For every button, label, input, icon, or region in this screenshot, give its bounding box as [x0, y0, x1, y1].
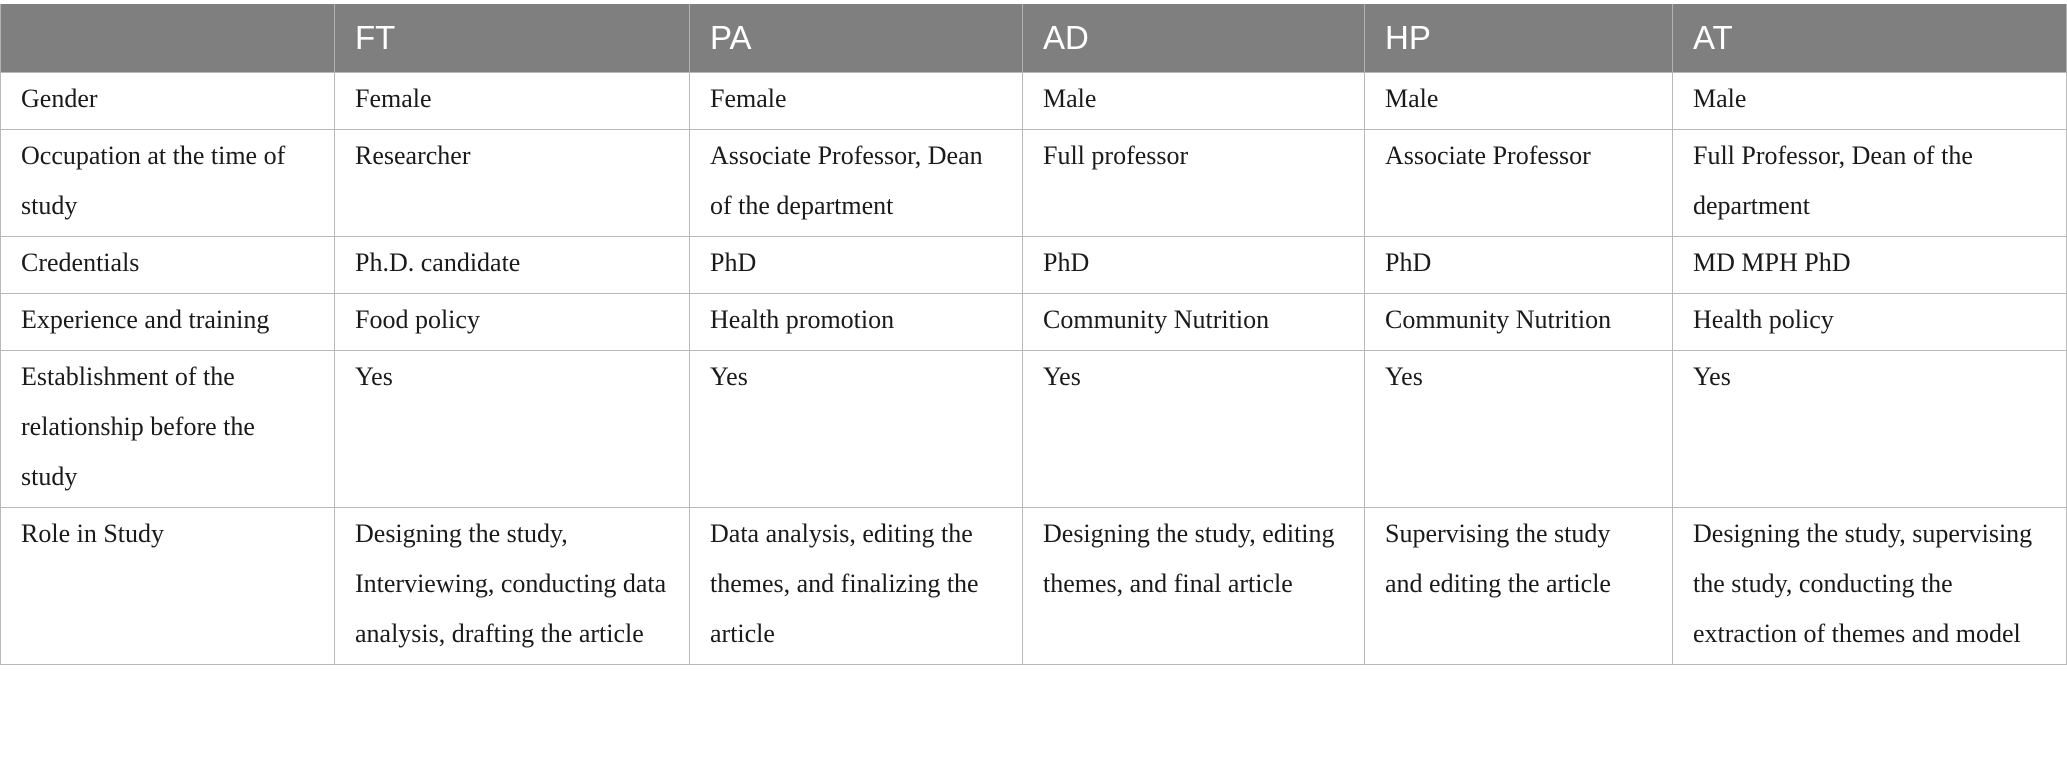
table-cell: Ph.D. candidate — [335, 237, 690, 294]
table-cell: Yes — [690, 351, 1023, 508]
row-label-credentials: Credentials — [1, 237, 335, 294]
header-cell-hp: HP — [1365, 4, 1673, 73]
header-cell-ad: AD — [1023, 4, 1365, 73]
table-cell: Designing the study, supervising the study, conducting the extraction of themes and model — [1673, 508, 2067, 665]
header-cell-empty — [1, 4, 335, 73]
table-cell: Male — [1365, 73, 1673, 130]
row-label-experience: Experience and training — [1, 294, 335, 351]
table-row — [1, 73, 2067, 130]
table-cell: PhD — [690, 237, 1023, 294]
table-cell: Female — [335, 73, 690, 130]
table-cell: Female — [690, 73, 1023, 130]
table-cell: Food policy — [335, 294, 690, 351]
table-cell: Male — [1673, 73, 2067, 130]
table-cell: Designing the study, editing themes, and final article — [1023, 508, 1365, 665]
table-cell: Yes — [1673, 351, 2067, 508]
table-cell: Health promotion — [690, 294, 1023, 351]
table-row — [1, 351, 2067, 508]
table-row — [1, 294, 2067, 351]
research-team-table — [0, 4, 2067, 665]
table-cell: Community Nutrition — [1365, 294, 1673, 351]
table-cell: Researcher — [335, 130, 690, 237]
table-cell: Yes — [335, 351, 690, 508]
table-row — [1, 508, 2067, 665]
table-cell: PhD — [1365, 237, 1673, 294]
table-cell: Health policy — [1673, 294, 2067, 351]
row-label-occupation: Occupation at the time of study — [1, 130, 335, 237]
table-row — [1, 237, 2067, 294]
table-cell: Community Nutrition — [1023, 294, 1365, 351]
table-cell: Associate Professor — [1365, 130, 1673, 237]
table-cell: Designing the study, Interviewing, conducting data analysis, drafting the article — [335, 508, 690, 665]
row-label-gender: Gender — [1, 73, 335, 130]
table-cell: Full Professor, Dean of the department — [1673, 130, 2067, 237]
header-cell-at: AT — [1673, 4, 2067, 73]
table-cell: Yes — [1365, 351, 1673, 508]
table-row — [1, 130, 2067, 237]
header-row — [1, 4, 2067, 73]
table-cell: Data analysis, editing the themes, and finalizing the article — [690, 508, 1023, 665]
table-cell: Yes — [1023, 351, 1365, 508]
table-cell: Male — [1023, 73, 1365, 130]
header-cell-ft: FT — [335, 4, 690, 73]
table-body — [1, 73, 2067, 665]
header-cell-pa: PA — [690, 4, 1023, 73]
table-header — [1, 4, 2067, 73]
table-cell: PhD — [1023, 237, 1365, 294]
row-label-relationship: Establishment of the relationship before the study — [1, 351, 335, 508]
row-label-role: Role in Study — [1, 508, 335, 665]
table-cell: Full professor — [1023, 130, 1365, 237]
table-cell: Associate Professor, Dean of the department — [690, 130, 1023, 237]
table-cell: MD MPH PhD — [1673, 237, 2067, 294]
table-cell: Supervising the study and editing the article — [1365, 508, 1673, 665]
